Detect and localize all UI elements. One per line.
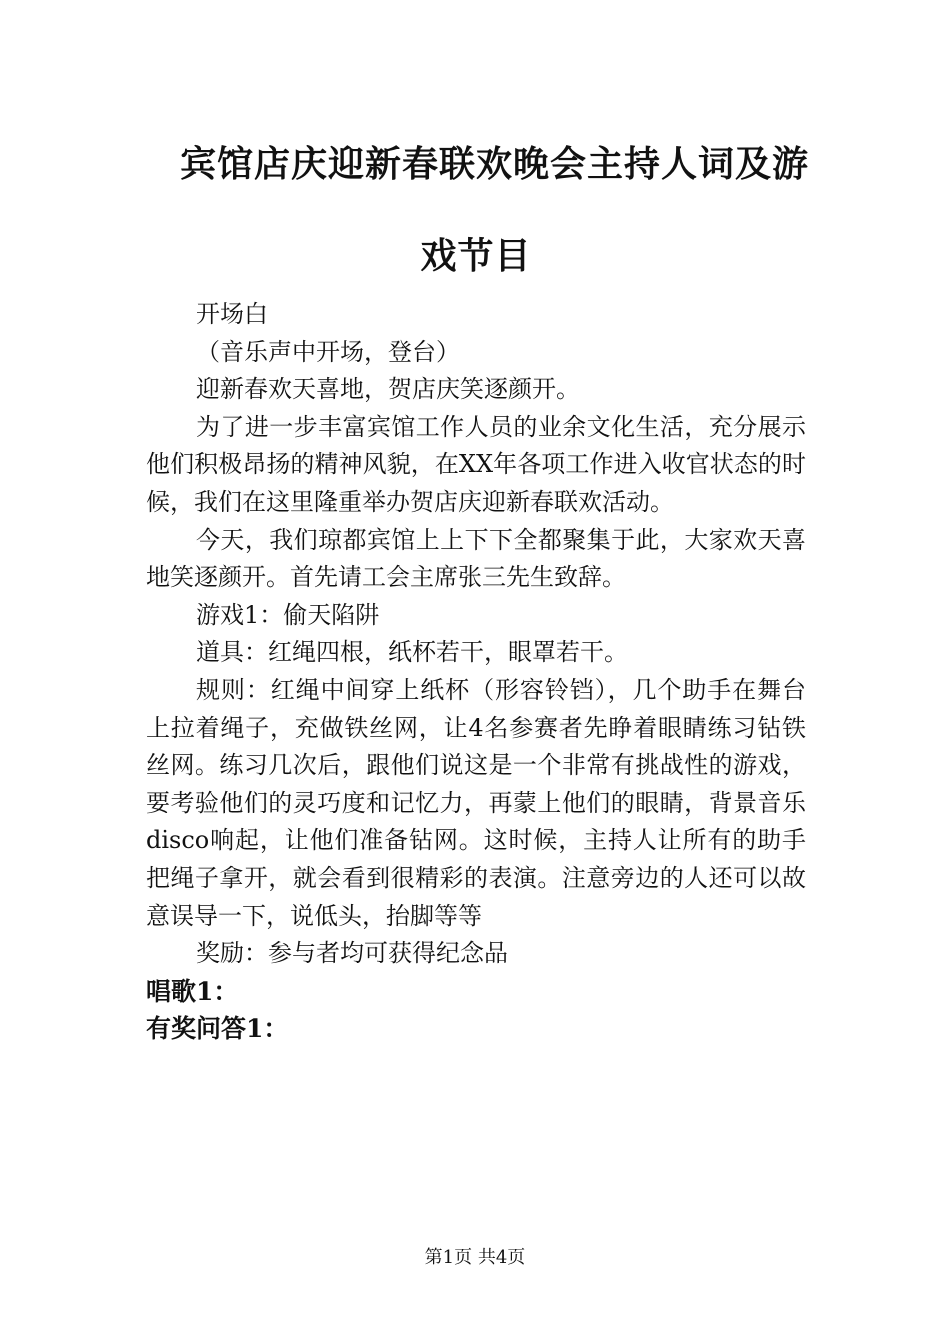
paragraph-stage-direction: （音乐声中开场，登台） xyxy=(196,337,460,366)
document-title-line-1: 宾馆店庆迎新春联欢晚会主持人词及游 xyxy=(180,143,810,185)
paragraph-couplet: 迎新春欢天喜地，贺店庆笑逐颜开。 xyxy=(196,375,580,404)
heading-quiz: 有奖问答1： xyxy=(146,1014,289,1044)
paragraph-props: 道具：红绳四根，纸杯若干，眼罩若干。 xyxy=(196,638,628,667)
paragraph-opening: 开场白 xyxy=(196,300,268,328)
paragraph-rules: 规则：红绳中间穿上纸杯（形容铃铛），几个助手在舞台上拉着绳子，充做铁丝网，让4名参赛者先睁着眼睛练习钻铁丝网。练习几次后，跟他们说这是一个非常有挑战性的游戏，要考验他们的灵巧度和记忆力，再蒙上他们的眼睛，背景音乐disco响起，让他们准备钻网。这时候，主持人让所有的助手把绳子拿开，就会看到很精彩的表演。注意旁边的人还可以故意误导一下，说低头，抬脚等等 xyxy=(146,675,806,930)
paragraph-reward: 奖励：参与者均可获得纪念品 xyxy=(196,939,508,968)
heading-singing: 唱歌1： xyxy=(146,976,239,1006)
paragraph-purpose: 为了进一步丰富宾馆工作人员的业余文化生活，充分展示他们积极昂扬的精神风貌，在XX年各项工作进入收官状态的时候，我们在这里隆重举办贺店庆迎新春联欢活动。 xyxy=(146,412,806,516)
page-number-footer: 第1页 共4页 xyxy=(424,1247,526,1268)
paragraph-welcome: 今天，我们琼都宾馆上上下下全都聚集于此，大家欢天喜地笑逐颜开。首先请工会主席张三先生致辞。 xyxy=(146,525,806,592)
document-body xyxy=(146,296,806,1048)
document-title-line-2: 戏节目 xyxy=(420,235,532,277)
paragraph-game-title: 游戏1：偷天陷阱 xyxy=(196,600,380,629)
